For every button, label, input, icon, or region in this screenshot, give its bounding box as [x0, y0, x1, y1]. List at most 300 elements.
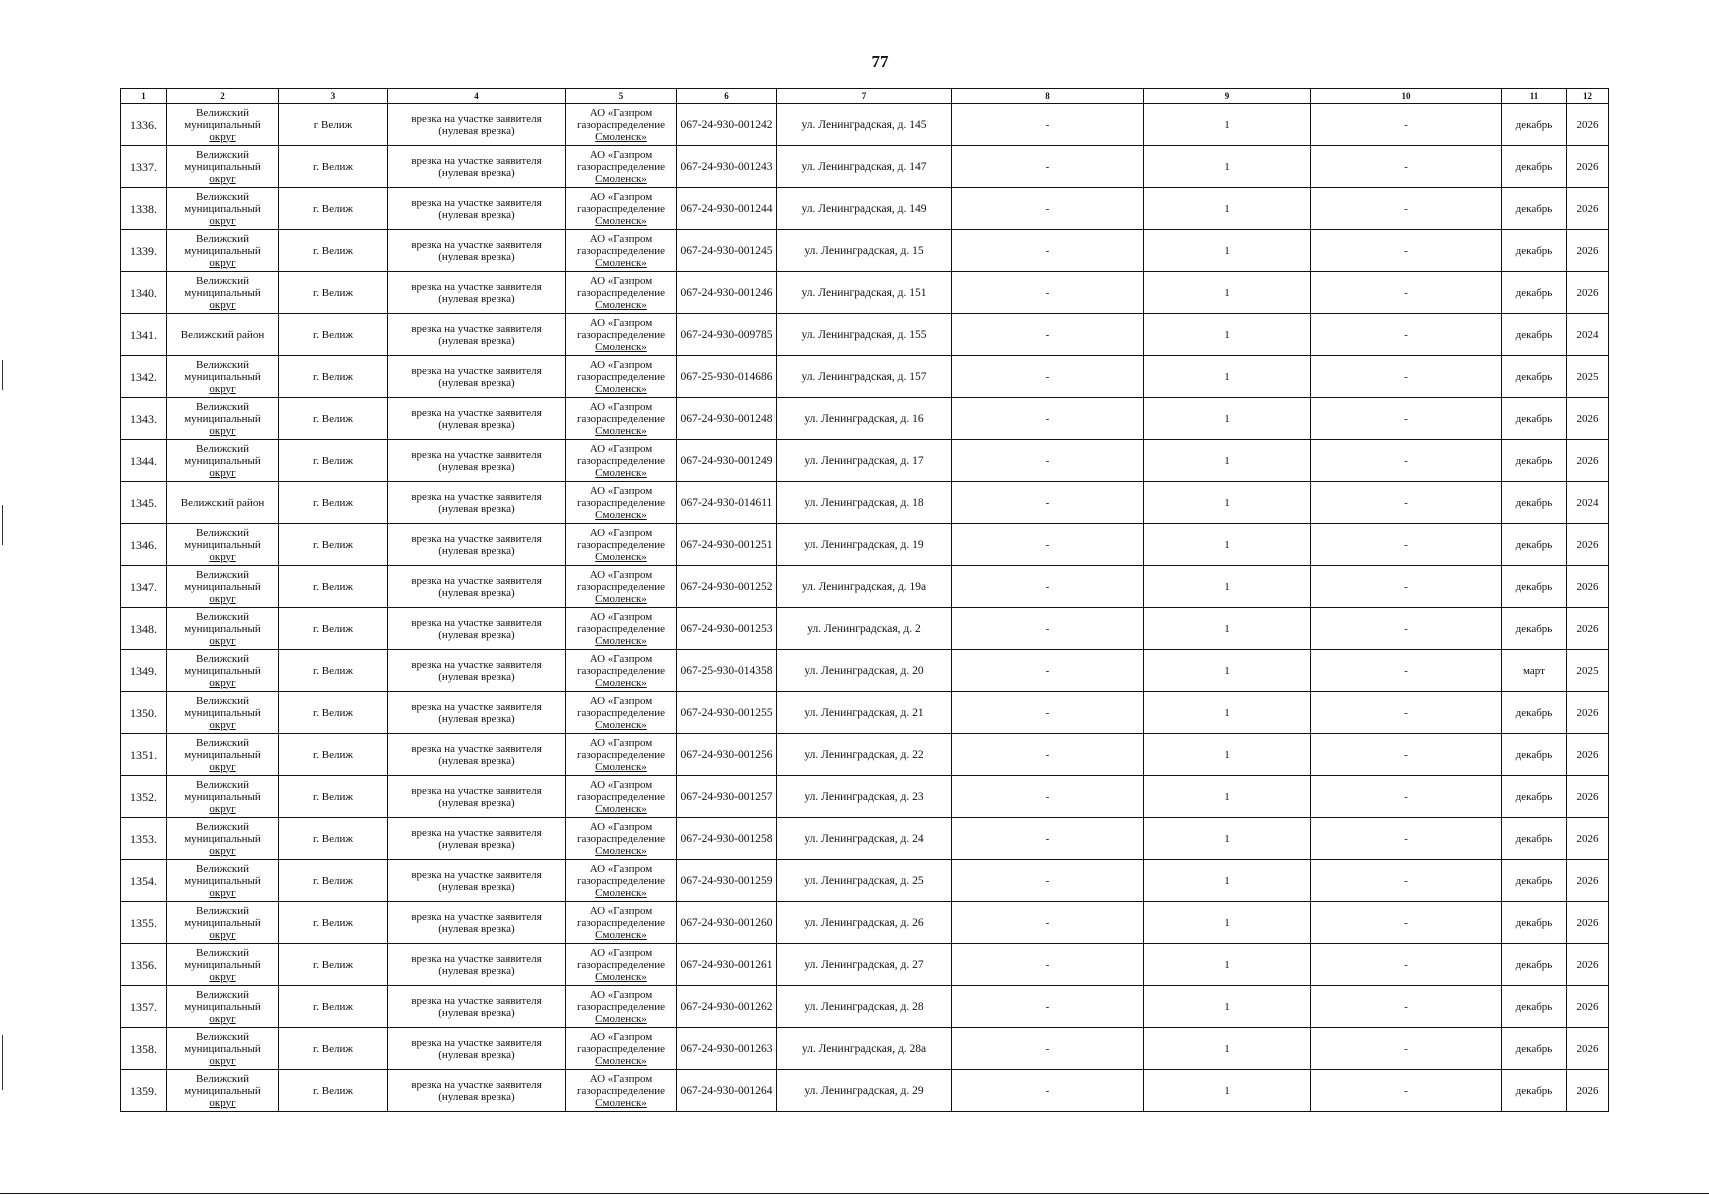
column-10-cell: - [1311, 524, 1502, 566]
object-code-cell: 067-24-930-001260 [677, 902, 777, 944]
column-10-cell: - [1311, 902, 1502, 944]
work-type-cell-line: врезка на участке заявителя [411, 910, 542, 923]
table-row [121, 608, 1609, 650]
address-cell: ул. Ленинградская, д. 19а [777, 566, 952, 608]
district-cell-line: муниципальный [184, 916, 261, 929]
year-cell: 2026 [1567, 440, 1609, 482]
district-cell-line: муниципальный [184, 454, 261, 467]
work-type-cell-line: врезка на участке заявителя [411, 616, 542, 629]
table-row [121, 230, 1609, 272]
organization-cell-line: Смоленск» [595, 214, 647, 227]
work-type-cell [388, 608, 566, 650]
object-code-cell: 067-24-930-001243 [677, 146, 777, 188]
town-cell: г. Велиж [279, 902, 388, 944]
organization-cell-line: Смоленск» [595, 466, 647, 479]
column-8-cell: - [952, 230, 1144, 272]
organization-cell-line: Смоленск» [595, 886, 647, 899]
organization-cell [566, 104, 677, 146]
column-10-cell: - [1311, 314, 1502, 356]
table-row [121, 776, 1609, 818]
district-cell-line: Велижский [196, 106, 249, 119]
district-cell-line: округ [209, 424, 236, 437]
district-cell-line: Велижский [196, 652, 249, 665]
row-number: 1348. [121, 608, 167, 650]
column-number-header: 11 [1502, 89, 1567, 104]
organization-cell-line: Смоленск» [595, 1054, 647, 1067]
town-cell: г. Велиж [279, 818, 388, 860]
organization-cell-line: Смоленск» [595, 130, 647, 143]
organization-cell-line: Смоленск» [595, 298, 647, 311]
organization-cell-line: АО «Газпром [589, 400, 653, 413]
district-cell-line: Велижский [196, 148, 249, 161]
column-number-header: 10 [1311, 89, 1502, 104]
organization-cell-line: Смоленск» [595, 1012, 647, 1025]
work-type-cell-line: (нулевая врезка) [438, 712, 515, 725]
organization-cell [566, 734, 677, 776]
district-cell-line: округ [209, 130, 236, 143]
object-code-cell: 067-24-930-001255 [677, 692, 777, 734]
work-type-cell [388, 482, 566, 524]
work-type-cell-line: (нулевая врезка) [438, 838, 515, 851]
column-8-cell: - [952, 524, 1144, 566]
column-8-cell: - [952, 608, 1144, 650]
column-10-cell: - [1311, 398, 1502, 440]
column-8-cell: - [952, 314, 1144, 356]
work-type-cell-line: (нулевая врезка) [438, 1090, 515, 1103]
organization-cell-line: АО «Газпром [589, 484, 653, 497]
work-type-cell-line: (нулевая врезка) [438, 418, 515, 431]
district-cell-line: Велижский [196, 232, 249, 245]
organization-cell-line: газораспределение [576, 706, 666, 719]
column-8-cell: - [952, 1070, 1144, 1112]
town-cell: г. Велиж [279, 482, 388, 524]
town-cell: г. Велиж [279, 314, 388, 356]
district-cell-line: округ [209, 928, 236, 941]
column-9-cell: 1 [1144, 944, 1311, 986]
district-cell-line: муниципальный [184, 748, 261, 761]
scan-edge-mark [2, 360, 3, 390]
column-8-cell: - [952, 692, 1144, 734]
row-number: 1345. [121, 482, 167, 524]
work-type-cell-line: врезка на участке заявителя [411, 658, 542, 671]
organization-cell-line: газораспределение [576, 832, 666, 845]
town-cell: г. Велиж [279, 230, 388, 272]
district-cell [167, 524, 279, 566]
column-10-cell: - [1311, 230, 1502, 272]
address-cell: ул. Ленинградская, д. 151 [777, 272, 952, 314]
table-row [121, 356, 1609, 398]
organization-cell [566, 482, 677, 524]
row-number: 1347. [121, 566, 167, 608]
address-cell: ул. Ленинградская, д. 21 [777, 692, 952, 734]
district-cell-line: округ [209, 802, 236, 815]
work-type-cell-line: врезка на участке заявителя [411, 1036, 542, 1049]
work-type-cell-line: врезка на участке заявителя [411, 322, 542, 335]
column-10-cell: - [1311, 650, 1502, 692]
month-cell: декабрь [1502, 230, 1567, 272]
gas-connection-schedule-table [120, 88, 1609, 1112]
town-cell: г. Велиж [279, 272, 388, 314]
table-row [121, 398, 1609, 440]
month-cell: декабрь [1502, 608, 1567, 650]
organization-cell-line: АО «Газпром [589, 946, 653, 959]
work-type-cell-line: (нулевая врезка) [438, 964, 515, 977]
column-8-cell: - [952, 734, 1144, 776]
object-code-cell: 067-24-930-001245 [677, 230, 777, 272]
work-type-cell-line: врезка на участке заявителя [411, 1078, 542, 1091]
district-cell-line: муниципальный [184, 202, 261, 215]
district-cell-line: муниципальный [184, 1042, 261, 1055]
row-number: 1352. [121, 776, 167, 818]
address-cell: ул. Ленинградская, д. 145 [777, 104, 952, 146]
organization-cell-line: газораспределение [576, 916, 666, 929]
row-number: 1357. [121, 986, 167, 1028]
column-10-cell: - [1311, 566, 1502, 608]
district-cell-line: муниципальный [184, 118, 261, 131]
town-cell: г. Велиж [279, 944, 388, 986]
object-code-cell: 067-24-930-001256 [677, 734, 777, 776]
month-cell: декабрь [1502, 146, 1567, 188]
column-9-cell: 1 [1144, 356, 1311, 398]
work-type-cell [388, 650, 566, 692]
address-cell: ул. Ленинградская, д. 155 [777, 314, 952, 356]
organization-cell-line: АО «Газпром [589, 358, 653, 371]
organization-cell-line: Смоленск» [595, 382, 647, 395]
column-9-cell: 1 [1144, 692, 1311, 734]
column-10-cell: - [1311, 146, 1502, 188]
district-cell-line: муниципальный [184, 706, 261, 719]
district-cell-line: муниципальный [184, 1084, 261, 1097]
district-cell-line: округ [209, 760, 236, 773]
district-cell-line: муниципальный [184, 538, 261, 551]
month-cell: декабрь [1502, 1070, 1567, 1112]
organization-cell-line: Смоленск» [595, 1096, 647, 1109]
district-cell-line: Велижский [196, 1072, 249, 1085]
row-number: 1353. [121, 818, 167, 860]
row-number: 1350. [121, 692, 167, 734]
column-10-cell: - [1311, 188, 1502, 230]
organization-cell [566, 902, 677, 944]
district-cell-line: Велижский [196, 442, 249, 455]
organization-cell-line: Смоленск» [595, 718, 647, 731]
object-code-cell: 067-24-930-001262 [677, 986, 777, 1028]
work-type-cell-line: (нулевая врезка) [438, 1006, 515, 1019]
column-9-cell: 1 [1144, 146, 1311, 188]
work-type-cell-line: врезка на участке заявителя [411, 994, 542, 1007]
month-cell: декабрь [1502, 986, 1567, 1028]
organization-cell-line: АО «Газпром [589, 274, 653, 287]
organization-cell [566, 650, 677, 692]
organization-cell-line: АО «Газпром [589, 652, 653, 665]
district-cell-line: округ [209, 676, 236, 689]
work-type-cell-line: (нулевая врезка) [438, 292, 515, 305]
column-10-cell: - [1311, 104, 1502, 146]
organization-cell [566, 146, 677, 188]
organization-cell-line: АО «Газпром [589, 694, 653, 707]
organization-cell [566, 524, 677, 566]
year-cell: 2026 [1567, 944, 1609, 986]
column-8-cell: - [952, 566, 1144, 608]
month-cell: декабрь [1502, 818, 1567, 860]
year-cell: 2026 [1567, 188, 1609, 230]
year-cell: 2026 [1567, 566, 1609, 608]
work-type-cell [388, 818, 566, 860]
table-row [121, 104, 1609, 146]
column-number-header: 7 [777, 89, 952, 104]
work-type-cell-line: врезка на участке заявителя [411, 154, 542, 167]
district-cell-line: округ [209, 172, 236, 185]
column-8-cell: - [952, 146, 1144, 188]
column-8-cell: - [952, 902, 1144, 944]
column-10-cell: - [1311, 1070, 1502, 1112]
organization-cell-line: АО «Газпром [589, 232, 653, 245]
year-cell: 2026 [1567, 860, 1609, 902]
organization-cell-line: газораспределение [576, 160, 666, 173]
district-cell-line: округ [209, 1096, 236, 1109]
organization-cell-line: АО «Газпром [589, 610, 653, 623]
work-type-cell-line: (нулевая врезка) [438, 376, 515, 389]
organization-cell-line: Смоленск» [595, 592, 647, 605]
address-cell: ул. Ленинградская, д. 20 [777, 650, 952, 692]
district-cell [167, 398, 279, 440]
address-cell: ул. Ленинградская, д. 26 [777, 902, 952, 944]
town-cell: г. Велиж [279, 776, 388, 818]
object-code-cell: 067-24-930-001252 [677, 566, 777, 608]
column-10-cell: - [1311, 776, 1502, 818]
month-cell: декабрь [1502, 104, 1567, 146]
district-cell-line: Велижский [196, 988, 249, 1001]
organization-cell [566, 398, 677, 440]
work-type-cell [388, 524, 566, 566]
month-cell: декабрь [1502, 356, 1567, 398]
column-9-cell: 1 [1144, 272, 1311, 314]
district-cell-line: Велижский [196, 736, 249, 749]
organization-cell-line: Смоленск» [595, 340, 647, 353]
organization-cell [566, 440, 677, 482]
district-cell [167, 230, 279, 272]
work-type-cell [388, 860, 566, 902]
organization-cell [566, 188, 677, 230]
organization-cell [566, 860, 677, 902]
work-type-cell-line: врезка на участке заявителя [411, 868, 542, 881]
column-9-cell: 1 [1144, 314, 1311, 356]
work-type-cell [388, 902, 566, 944]
year-cell: 2026 [1567, 734, 1609, 776]
work-type-cell-line: (нулевая врезка) [438, 544, 515, 557]
district-cell-line: муниципальный [184, 622, 261, 635]
object-code-cell: 067-24-930-001242 [677, 104, 777, 146]
year-cell: 2026 [1567, 104, 1609, 146]
year-cell: 2026 [1567, 1028, 1609, 1070]
district-cell-line: округ [209, 634, 236, 647]
work-type-cell-line: (нулевая врезка) [438, 208, 515, 221]
district-cell [167, 146, 279, 188]
organization-cell-line: Смоленск» [595, 970, 647, 983]
district-cell-line: Велижский [196, 274, 249, 287]
organization-cell-line: газораспределение [576, 328, 666, 341]
organization-cell-line: АО «Газпром [589, 568, 653, 581]
column-10-cell: - [1311, 272, 1502, 314]
row-number: 1346. [121, 524, 167, 566]
column-number-header: 9 [1144, 89, 1311, 104]
row-number: 1349. [121, 650, 167, 692]
column-9-cell: 1 [1144, 986, 1311, 1028]
table-row [121, 944, 1609, 986]
district-cell-line: муниципальный [184, 874, 261, 887]
work-type-cell-line: врезка на участке заявителя [411, 700, 542, 713]
district-cell-line: Велижский [196, 820, 249, 833]
column-10-cell: - [1311, 860, 1502, 902]
row-number: 1351. [121, 734, 167, 776]
town-cell: г. Велиж [279, 524, 388, 566]
column-9-cell: 1 [1144, 1070, 1311, 1112]
organization-cell-line: Смоленск» [595, 172, 647, 185]
organization-cell-line: газораспределение [576, 874, 666, 887]
organization-cell-line: АО «Газпром [589, 820, 653, 833]
organization-cell [566, 944, 677, 986]
district-cell-line: Велижский район [180, 496, 265, 509]
organization-cell-line: газораспределение [576, 496, 666, 509]
work-type-cell-line: врезка на участке заявителя [411, 742, 542, 755]
scan-edge-mark [2, 505, 3, 545]
town-cell: г. Велиж [279, 188, 388, 230]
organization-cell-line: АО «Газпром [589, 526, 653, 539]
object-code-cell: 067-24-930-001259 [677, 860, 777, 902]
organization-cell-line: газораспределение [576, 118, 666, 131]
organization-cell-line: газораспределение [576, 958, 666, 971]
work-type-cell [388, 104, 566, 146]
column-10-cell: - [1311, 482, 1502, 524]
work-type-cell-line: (нулевая врезка) [438, 1048, 515, 1061]
column-9-cell: 1 [1144, 398, 1311, 440]
year-cell: 2026 [1567, 776, 1609, 818]
district-cell-line: Велижский район [180, 328, 265, 341]
district-cell [167, 356, 279, 398]
address-cell: ул. Ленинградская, д. 147 [777, 146, 952, 188]
organization-cell-line: газораспределение [576, 1000, 666, 1013]
address-cell: ул. Ленинградская, д. 25 [777, 860, 952, 902]
district-cell-line: Велижский [196, 526, 249, 539]
town-cell: г. Велиж [279, 398, 388, 440]
work-type-cell-line: врезка на участке заявителя [411, 448, 542, 461]
scan-edge-mark [2, 1035, 3, 1090]
district-cell [167, 608, 279, 650]
column-8-cell: - [952, 818, 1144, 860]
address-cell: ул. Ленинградская, д. 2 [777, 608, 952, 650]
organization-cell-line: Смоленск» [595, 844, 647, 857]
organization-cell-line: АО «Газпром [589, 904, 653, 917]
column-9-cell: 1 [1144, 650, 1311, 692]
organization-cell-line: Смоленск» [595, 550, 647, 563]
work-type-cell-line: врезка на участке заявителя [411, 784, 542, 797]
column-10-cell: - [1311, 944, 1502, 986]
work-type-cell-line: (нулевая врезка) [438, 166, 515, 179]
address-cell: ул. Ленинградская, д. 29 [777, 1070, 952, 1112]
object-code-cell: 067-24-930-001264 [677, 1070, 777, 1112]
column-number-header: 12 [1567, 89, 1609, 104]
organization-cell-line: газораспределение [576, 286, 666, 299]
organization-cell-line: АО «Газпром [589, 316, 653, 329]
organization-cell [566, 272, 677, 314]
district-cell-line: округ [209, 1054, 236, 1067]
table-row [121, 1070, 1609, 1112]
address-cell: ул. Ленинградская, д. 22 [777, 734, 952, 776]
column-10-cell: - [1311, 608, 1502, 650]
work-type-cell-line: (нулевая врезка) [438, 502, 515, 515]
organization-cell-line: газораспределение [576, 664, 666, 677]
town-cell: г. Велиж [279, 1028, 388, 1070]
district-cell-line: округ [209, 718, 236, 731]
organization-cell-line: АО «Газпром [589, 1072, 653, 1085]
column-number-header: 8 [952, 89, 1144, 104]
district-cell-line: Велижский [196, 610, 249, 623]
column-number-row [121, 89, 1609, 104]
month-cell: декабрь [1502, 692, 1567, 734]
district-cell-line: муниципальный [184, 958, 261, 971]
work-type-cell [388, 440, 566, 482]
month-cell: декабрь [1502, 860, 1567, 902]
organization-cell-line: газораспределение [576, 538, 666, 551]
row-number: 1337. [121, 146, 167, 188]
district-cell-line: округ [209, 298, 236, 311]
district-cell [167, 272, 279, 314]
work-type-cell [388, 230, 566, 272]
town-cell: г. Велиж [279, 1070, 388, 1112]
organization-cell-line: Смоленск» [595, 928, 647, 941]
object-code-cell: 067-24-930-001248 [677, 398, 777, 440]
organization-cell [566, 776, 677, 818]
district-cell [167, 566, 279, 608]
organization-cell [566, 230, 677, 272]
year-cell: 2024 [1567, 314, 1609, 356]
organization-cell-line: Смоленск» [595, 256, 647, 269]
work-type-cell [388, 314, 566, 356]
organization-cell-line: Смоленск» [595, 634, 647, 647]
organization-cell-line: АО «Газпром [589, 988, 653, 1001]
work-type-cell-line: врезка на участке заявителя [411, 490, 542, 503]
table-row [121, 1028, 1609, 1070]
year-cell: 2025 [1567, 650, 1609, 692]
month-cell: декабрь [1502, 272, 1567, 314]
column-number-header: 4 [388, 89, 566, 104]
column-9-cell: 1 [1144, 566, 1311, 608]
work-type-cell [388, 986, 566, 1028]
table-row [121, 818, 1609, 860]
organization-cell-line: Смоленск» [595, 508, 647, 521]
town-cell: г. Велиж [279, 608, 388, 650]
object-code-cell: 067-25-930-014358 [677, 650, 777, 692]
work-type-cell-line: (нулевая врезка) [438, 460, 515, 473]
address-cell: ул. Ленинградская, д. 28а [777, 1028, 952, 1070]
column-8-cell: - [952, 272, 1144, 314]
row-number: 1341. [121, 314, 167, 356]
town-cell: г Велиж [279, 104, 388, 146]
work-type-cell-line: (нулевая врезка) [438, 880, 515, 893]
town-cell: г. Велиж [279, 566, 388, 608]
object-code-cell: 067-24-930-001263 [677, 1028, 777, 1070]
column-10-cell: - [1311, 1028, 1502, 1070]
district-cell-line: Велижский [196, 400, 249, 413]
district-cell-line: муниципальный [184, 790, 261, 803]
district-cell-line: округ [209, 886, 236, 899]
organization-cell-line: газораспределение [576, 748, 666, 761]
work-type-cell [388, 692, 566, 734]
work-type-cell-line: врезка на участке заявителя [411, 952, 542, 965]
column-9-cell: 1 [1144, 818, 1311, 860]
object-code-cell: 067-25-930-014686 [677, 356, 777, 398]
column-8-cell: - [952, 398, 1144, 440]
column-10-cell: - [1311, 818, 1502, 860]
